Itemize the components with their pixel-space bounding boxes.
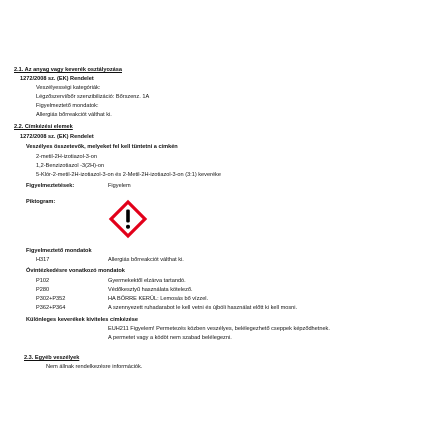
precaution-code: P362+P364: [36, 305, 66, 311]
section-2-3-heading: 2.3. Egyéb veszélyek: [24, 355, 80, 361]
hazard-statement-value: Allergiás bőrreakciót válthat ki.: [36, 112, 112, 118]
special-labelling-line: EUH211 Figyelem! Permetezés közben veszélyes, belélegezhető cseppek képződhetnek.: [108, 326, 330, 332]
component-item: 2-metil-2H-izotiazol-3-on: [36, 154, 97, 160]
precaution-code: P302+P352: [36, 296, 66, 302]
component-item: 5-Klór-2-metil-2H-izotiazol-3-on és 2-Metil-2H-izotiazol-3-on (3:1) keveréke: [36, 172, 221, 178]
regulation-label: 1272/2008 sz. (EK) Rendelet: [20, 76, 94, 82]
signal-word-label: Figyelmeztetések:: [26, 183, 75, 189]
precautionary-title: Óvintézkedésre vonatkozó mondatok: [26, 268, 125, 274]
section-2-2-heading: 2.2. Címkézési elemek: [14, 124, 73, 130]
special-labelling-title: Különleges keverékek kiviteles címkézése: [26, 317, 138, 323]
precaution-text: Védőkesztyű használata kötelező.: [108, 287, 193, 293]
ghs07-exclamation-icon: [108, 199, 148, 239]
section-2-1-heading: 2.1. Az anyag vagy keverék osztályozása: [14, 67, 122, 73]
hazard-category-value: Légzőszervi/bőr szenzibilizáció: Bőrszenz. 1A: [36, 94, 150, 100]
precaution-code: P102: [36, 278, 50, 284]
precaution-code: P280: [36, 287, 50, 293]
regulation-label: 1272/2008 sz. (EK) Rendelet: [20, 134, 94, 140]
precaution-text: A szennyezett ruhadarabot le kell vetni és újbóli használat előtt ki kell mosni.: [108, 305, 298, 311]
components-title: Veszélyes összetevők, melyeket fel kell tüntetni a címkén: [26, 144, 178, 150]
hazard-text: Allergiás bőrreakciót válthat ki.: [108, 257, 184, 263]
pictogram-label: Piktogram:: [26, 199, 56, 205]
hazard-statements-label: Figyelmeztető mondatok:: [36, 103, 99, 109]
special-labelling-line: A permetet vagy a ködöt nem szabad belélegezni.: [108, 335, 232, 341]
precaution-text: HA BŐRRE KERÜL: Lemosás bő vízzel.: [108, 296, 209, 302]
precaution-text: Gyermekektől elzárva tartandó.: [108, 278, 186, 284]
hazard-statements-title: Figyelmeztető mondatok: [26, 248, 92, 254]
other-hazards-text: Nem állnak rendelkezésre információk.: [46, 364, 143, 370]
hazard-categories-label: Veszélyességi kategóriák:: [36, 85, 101, 91]
component-item: 1,2-Benzizotiazol -3(2H)-on: [36, 163, 105, 169]
hazard-code: H317: [36, 257, 50, 263]
signal-word-value: Figyelem: [108, 183, 131, 189]
